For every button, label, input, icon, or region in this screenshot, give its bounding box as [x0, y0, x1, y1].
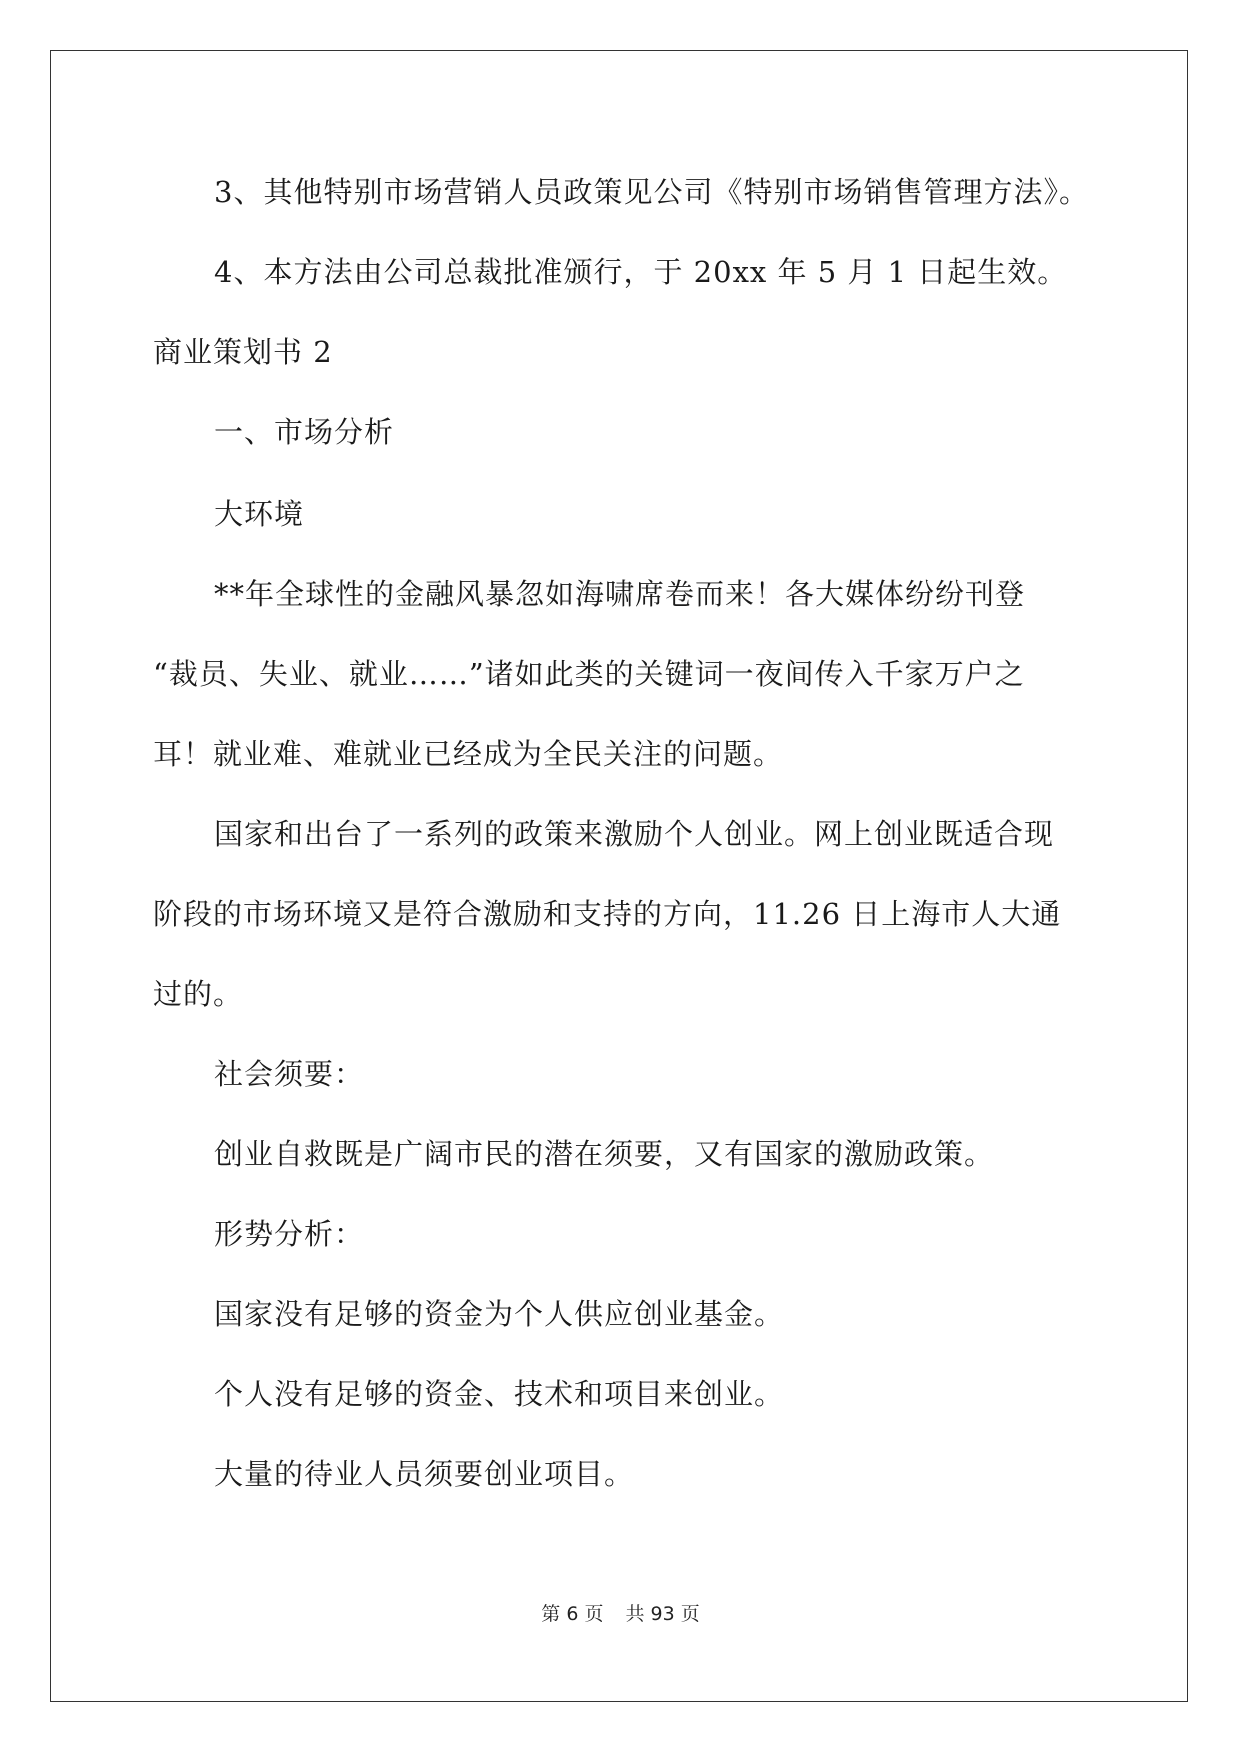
subheading: 大环境 [214, 497, 305, 531]
page-total: 共 93 页 [625, 1603, 700, 1625]
paragraph-line: 创业自救既是广阔市民的潜在须要，又有国家的激励政策。 [214, 1137, 995, 1171]
subheading: 社会须要： [214, 1057, 365, 1091]
paragraph-line: 4、本方法由公司总裁批准颁行，于 20xx 年 5 月 1 日起生效。 [214, 255, 1068, 289]
subheading: 形势分析： [214, 1217, 365, 1251]
paragraph-line: 国家没有足够的资金为个人供应创业基金。 [214, 1297, 785, 1331]
paragraph-line: 阶段的市场环境又是符合激励和支持的方向，11.26 日上海市人大通 [153, 897, 1062, 931]
paragraph-line: 国家和出台了一系列的政策来激励个人创业。网上创业既适合现 [214, 817, 1055, 851]
paragraph-line: 个人没有足够的资金、技术和项目来创业。 [214, 1377, 785, 1411]
paragraph-line: 耳！就业难、难就业已经成为全民关注的问题。 [153, 737, 784, 771]
page-number: 第 6 页 [541, 1603, 604, 1625]
paragraph-line: 3、其他特别市场营销人员政策见公司《特别市场销售管理方法》。 [214, 175, 1089, 209]
section-heading: 商业策划书 2 [153, 335, 333, 369]
paragraph-line: **年全球性的金融风暴忽如海啸席卷而来！各大媒体纷纷刊登 [214, 577, 1026, 611]
subsection-heading: 一、市场分析 [214, 415, 395, 449]
paragraph-line: 过的。 [153, 977, 244, 1011]
page-footer [0, 1601, 1241, 1627]
paragraph-line: “裁员、失业、就业……”诸如此类的关键词一夜间传入千家万户之 [153, 657, 1025, 691]
paragraph-line: 大量的待业人员须要创业项目。 [214, 1457, 635, 1491]
